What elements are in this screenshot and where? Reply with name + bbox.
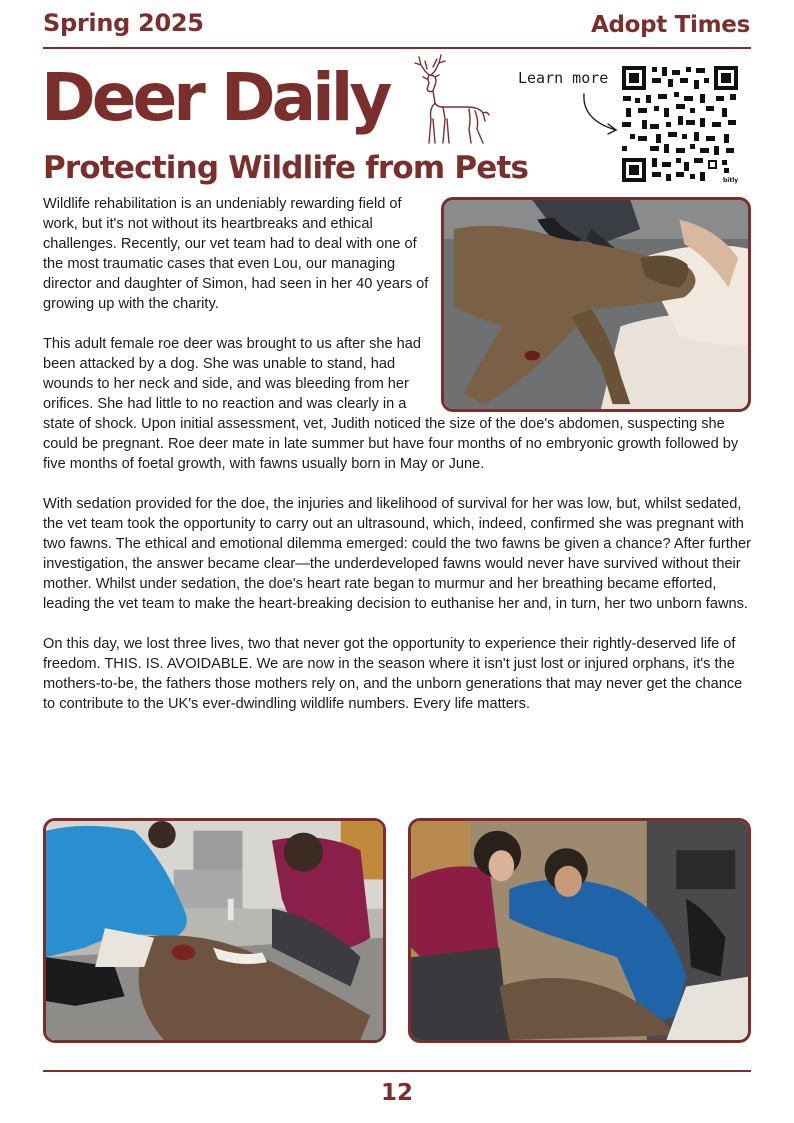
article-paragraph: On this day, we lost three lives, two that never got the opportunity to experience their rightly-deserved life of freedom. THIS. IS. AVOIDABLE. We are now in the season where it isn't just lost or injured orphans, it's the mothers-to-be, the fathers those mothers rely on, and the unborn generations that may never get the chance to contribute to the UK's ever-dwindling wildlife numbers. Every life matters. — [43, 636, 743, 712]
footer-divider — [43, 1070, 751, 1072]
article-body — [43, 194, 751, 734]
publication-name: Adopt Times — [590, 12, 750, 38]
photo-vets-with-deer — [408, 818, 751, 1043]
article-paragraph: With sedation provided for the doe, the injuries and likelihood of survival for her was low, but, whilst sedated, the vet team took the opportunity to carry out an ultrasound, which, indeed, confirmed she was pregnant with two fawns. The ethical and emotional dilemma emerged: could the two fawns be given a chance? After further investigation, the answer became clear—the underdeveloped fawns would never have survived without their mother. Whilst under sedation, the doe's heart rate began to murmur and her breathing became efforted, leading the vet team to make the heart-breaking decision to euthanise her and, in turn, her two unborn fawns. — [43, 496, 751, 612]
page-number: 12 — [380, 1080, 413, 1106]
masthead-title: Deer Daily — [41, 59, 389, 136]
article-headline: Protecting Wildlife from Pets — [43, 150, 529, 186]
photo-vets-treating-deer — [43, 818, 386, 1043]
qr-caption: bitly — [723, 177, 739, 184]
issue-season: Spring 2025 — [43, 9, 204, 37]
curved-arrow-icon — [578, 90, 622, 136]
header-divider — [43, 47, 751, 49]
deer-illustration-icon — [405, 49, 495, 149]
article-paragraph: This adult female roe deer was brought to us after she had been attacked by a dog. She was unable to stand, had wounds to her neck and side, and was bleeding from her orifices. She had little to no reaction and was clearly in a state of shock. Upon initial assessment, vet, Judith noticed the size of the doe's abdomen, suspecting she could be pregnant. Roe deer mate in late summer but have four months of no embryonic growth followed by five months of foetal growth, with fawns usually born in May or June. — [43, 336, 739, 472]
learn-more-label: Learn more — [518, 69, 609, 87]
article-paragraph: Wildlife rehabilitation is an undeniably rewarding field of work, but it's not without its heartbreaks and ethical challenges. Recently, our vet team had to deal with one of the most traumatic cases that even Lou, our managing director and daughter of Simon, had seen in her 40 years of growing up with the charity. — [43, 196, 429, 312]
qr-code[interactable] — [620, 64, 740, 184]
